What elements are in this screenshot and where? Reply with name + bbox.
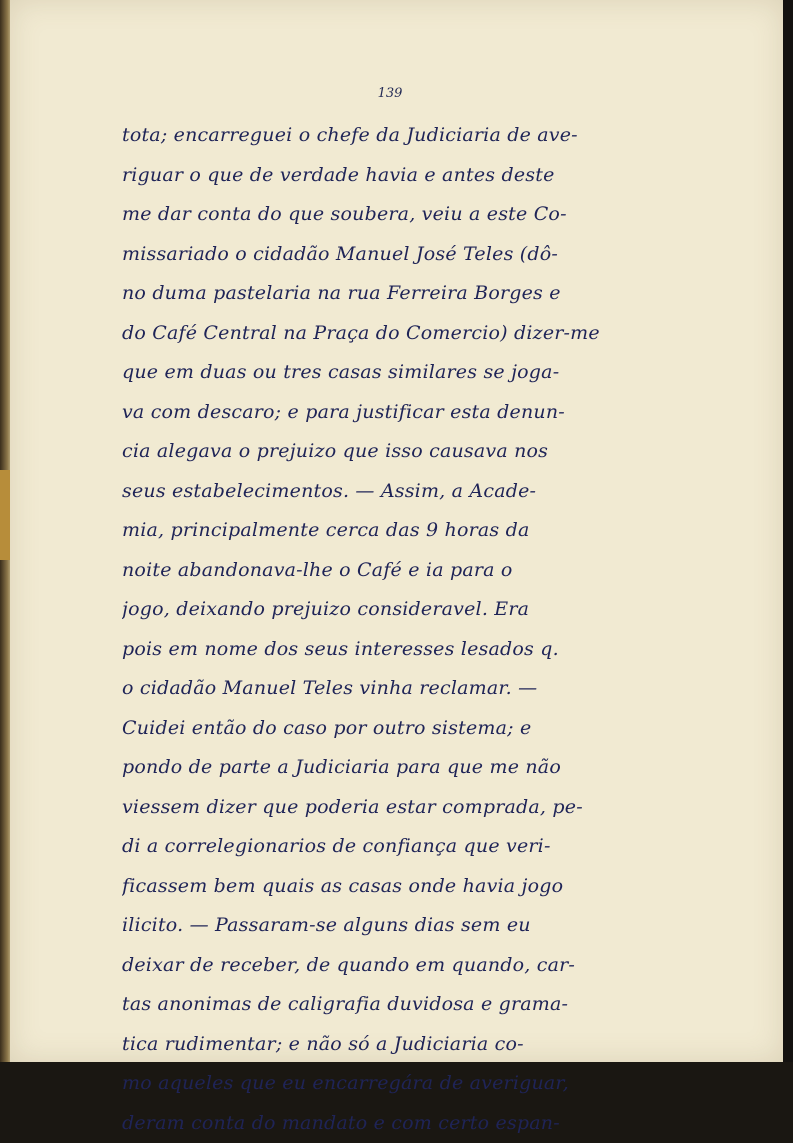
text-line: missariado o cidadão Manuel José Teles (dô- <box>122 235 642 275</box>
text-line: no duma pastelaria na rua Ferreira Borges e <box>122 274 642 314</box>
text-line: seus estabelecimentos. — Assim, a Acade- <box>122 472 642 512</box>
text-line: ilicito. — Passaram-se alguns dias sem eu <box>122 906 642 946</box>
text-line: riguar o que de verdade havia e antes deste <box>122 156 642 196</box>
handwritten-text-block <box>122 116 642 946</box>
text-line: di a correlegionarios de confiança que veri- <box>122 827 642 867</box>
manuscript-page <box>10 0 783 1062</box>
text-line: o cidadão Manuel Teles vinha reclamar. — <box>122 669 642 709</box>
text-line: tas anonimas de caligrafia duvidosa e grama- <box>122 985 642 1025</box>
text-line: tica rudimentar; e não só a Judiciaria co- <box>122 1025 642 1065</box>
text-line: Cuidei então do caso por outro sistema; e <box>122 709 642 749</box>
text-line: do Café Central na Praça do Comercio) dizer-me <box>122 314 642 354</box>
page-number: 139 <box>360 86 420 101</box>
text-line: que em duas ou tres casas similares se joga- <box>122 353 642 393</box>
text-line: mo aqueles que eu encarregára de averiguar, <box>122 1064 642 1104</box>
text-line: noite abandonava-lhe o Café e ia para o <box>122 551 642 591</box>
text-line: pondo de parte a Judiciaria para que me não <box>122 748 642 788</box>
text-line: deixar de receber, de quando em quando, car- <box>122 946 642 986</box>
text-line: cia alegava o prejuizo que isso causava nos <box>122 432 642 472</box>
text-line: me dar conta do que soubera, veiu a este Co- <box>122 195 642 235</box>
text-line: pois em nome dos seus interesses lesados q. <box>122 630 642 670</box>
text-line: mia, principalmente cerca das 9 horas da <box>122 511 642 551</box>
text-line: viessem dizer que poderia estar comprada, pe- <box>122 788 642 828</box>
page-right-edge <box>783 0 793 1062</box>
text-line: ficassem bem quais as casas onde havia jogo <box>122 867 642 907</box>
text-line: jogo, deixando prejuizo consideravel. Era <box>122 590 642 630</box>
text-line: tota; encarreguei o chefe da Judiciaria de ave- <box>122 116 642 156</box>
text-line: deram conta do mandato e com certo espan- <box>122 1104 642 1143</box>
text-line: va com descaro; e para justificar esta denun- <box>122 393 642 433</box>
